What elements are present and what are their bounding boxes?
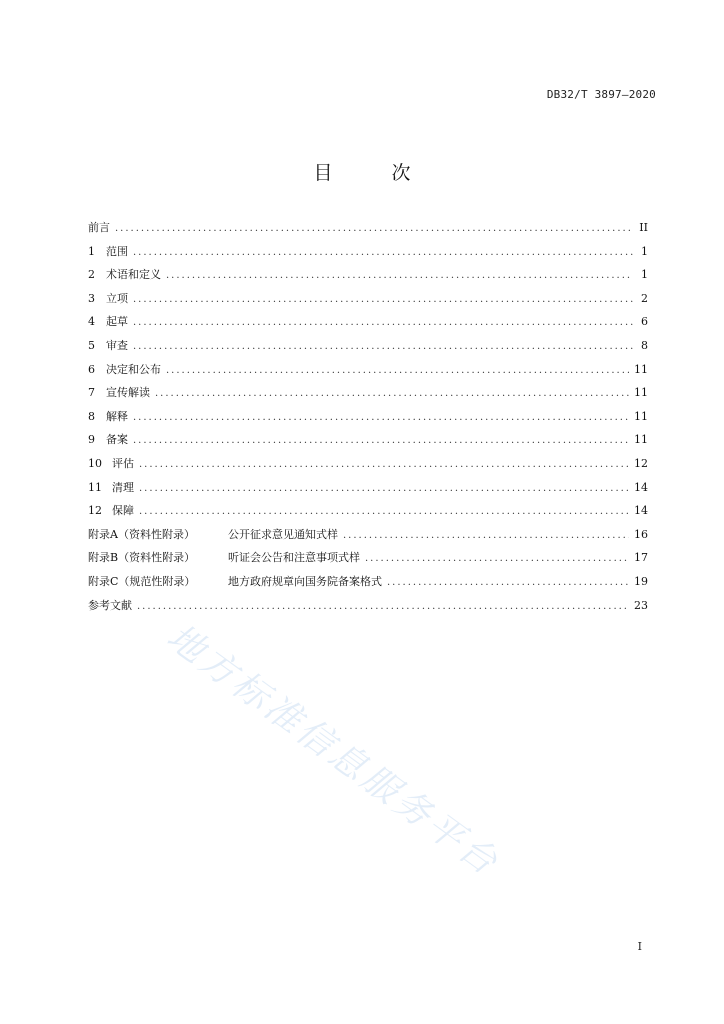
toc-entry-1[interactable]: [88, 240, 648, 264]
toc-entry-label: 决定和公布: [106, 362, 161, 376]
toc-entry-page: 17: [634, 551, 648, 565]
toc-entry-page: 19: [634, 574, 648, 588]
toc-entry-2[interactable]: [88, 263, 648, 287]
toc-leader-dots: [133, 288, 633, 312]
toc-entry-number: 7: [88, 386, 95, 400]
toc-entry-page: 1: [641, 244, 648, 258]
toc-entry-label: 参考文献: [88, 598, 132, 612]
toc-entry-number: 11: [88, 480, 102, 494]
toc-entry-9[interactable]: [88, 428, 648, 452]
toc-entry-number: 6: [88, 362, 95, 376]
toc-entry-page: 11: [634, 409, 648, 423]
toc-leader-dots: [365, 547, 629, 571]
toc-entry-page: 11: [634, 386, 648, 400]
toc-entry-number: 8: [88, 409, 95, 423]
toc-leader-dots: [133, 429, 629, 453]
toc-entry-page: II: [639, 221, 648, 234]
toc-entry-page: 2: [641, 291, 648, 305]
toc-entry-10[interactable]: [88, 452, 648, 476]
toc-entry-number: 3: [88, 291, 95, 305]
toc-entry-label: 范围: [106, 244, 128, 258]
page-title: 目 次: [313, 162, 431, 184]
toc-entry-8[interactable]: [88, 405, 648, 429]
toc-entry-label: 起草: [106, 315, 128, 329]
toc-entry-number: 9: [88, 433, 95, 447]
toc-entry-label: 审查: [106, 338, 128, 352]
toc-entry-label: 宣传解读: [106, 386, 150, 400]
toc-leader-dots: [133, 406, 629, 430]
annex-label: 地方政府规章向国务院备案格式: [228, 574, 382, 588]
toc-leader-dots: [166, 264, 633, 288]
toc-entry-label: 立项: [106, 291, 128, 305]
toc-leader-dots: [343, 524, 629, 548]
table-of-contents: [88, 216, 648, 617]
toc-annex-c[interactable]: [88, 570, 648, 594]
toc-entry-3[interactable]: [88, 287, 648, 311]
toc-entry-page: 16: [634, 527, 648, 541]
toc-entry-4[interactable]: [88, 310, 648, 334]
toc-leader-dots: [133, 335, 633, 359]
toc-entry-5[interactable]: [88, 334, 648, 358]
page-number: I: [637, 940, 642, 953]
annex-label: 听证会公告和注意事项式样: [228, 551, 360, 565]
toc-entry-label: 清理: [112, 480, 134, 494]
toc-entry-number: 4: [88, 315, 95, 329]
standard-code: DB32/T 3897—2020: [546, 88, 656, 101]
toc-leader-dots: [155, 382, 629, 406]
toc-entry-page: 23: [634, 598, 648, 612]
toc-entry-page: 6: [641, 315, 648, 329]
toc-entry-page: 12: [634, 456, 648, 470]
toc-entry-page: 1: [641, 268, 648, 282]
toc-entry-number: 2: [88, 268, 95, 282]
toc-entry-label: 保障: [112, 504, 134, 518]
toc-leader-dots: [115, 217, 633, 241]
toc-entry-page: 8: [641, 338, 648, 352]
toc-leader-dots: [137, 595, 629, 619]
toc-entry-11[interactable]: [88, 476, 648, 500]
toc-leader-dots: [387, 571, 629, 595]
toc-entry-foreword[interactable]: [88, 216, 648, 240]
toc-entry-number: 12: [88, 504, 102, 518]
toc-entry-number: 5: [88, 338, 95, 352]
watermark: 地方标准信息服务平台: [159, 616, 507, 885]
toc-entry-label: 术语和定义: [106, 268, 161, 282]
annex-kind: 附录A（资料性附录）: [88, 527, 195, 541]
toc-annex-b[interactable]: [88, 546, 648, 570]
toc-annex-a[interactable]: [88, 523, 648, 547]
toc-entry-label: 解释: [106, 409, 128, 423]
toc-leader-dots: [139, 477, 629, 501]
toc-leader-dots: [139, 453, 629, 477]
toc-entry-label: 备案: [106, 433, 128, 447]
toc-entry-label: 前言: [88, 221, 110, 234]
annex-kind: 附录B（资料性附录）: [88, 551, 196, 565]
annex-kind: 附录C（规范性附录）: [88, 574, 196, 588]
toc-entry-7[interactable]: [88, 381, 648, 405]
toc-entry-page: 11: [634, 433, 648, 447]
toc-entry-references[interactable]: [88, 594, 648, 618]
toc-leader-dots: [133, 311, 633, 335]
toc-entry-label: 评估: [112, 456, 134, 470]
toc-entry-6[interactable]: [88, 358, 648, 382]
toc-leader-dots: [133, 241, 633, 265]
toc-entry-number: 1: [88, 244, 95, 258]
toc-leader-dots: [166, 359, 629, 383]
toc-entry-page: 14: [634, 504, 648, 518]
toc-leader-dots: [139, 500, 629, 524]
toc-entry-page: 14: [634, 480, 648, 494]
annex-label: 公开征求意见通知式样: [228, 527, 338, 541]
toc-entry-number: 10: [88, 456, 102, 470]
toc-entry-page: 11: [634, 362, 648, 376]
toc-entry-12[interactable]: [88, 499, 648, 523]
